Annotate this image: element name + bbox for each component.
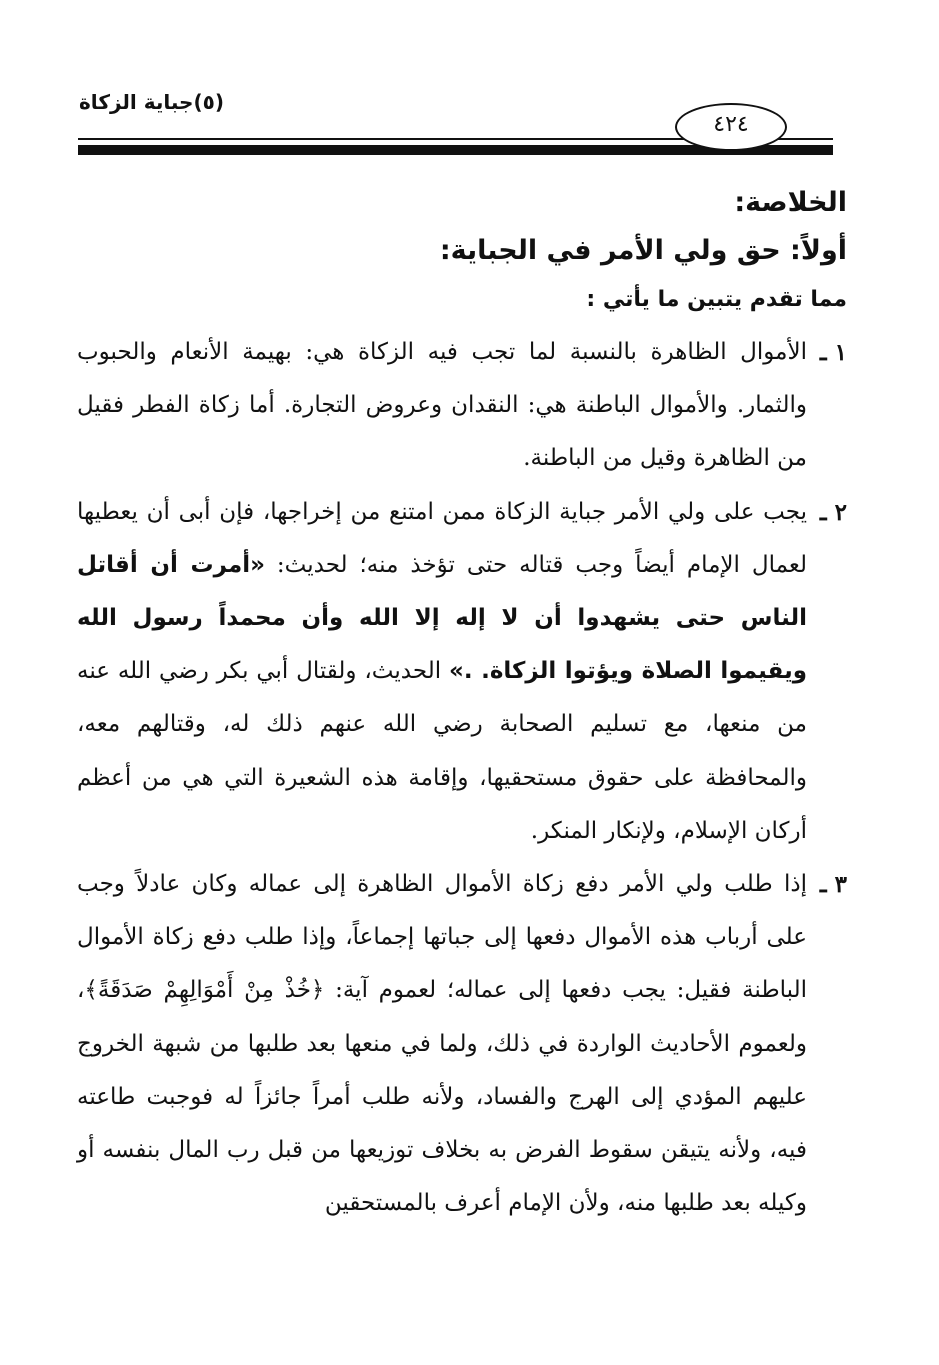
page-body xyxy=(77,180,847,1230)
page-number-badge: ٤٢٤ xyxy=(675,103,787,151)
list-item-text-part: يجب على ولي الأمر جباية الزكاة ممن امتنع من إخراجها، فإن أبى أن يعطيها لعمال الإمام أيضاً وجب قتاله حتى تؤخذ منه؛ لحديث: xyxy=(77,498,807,578)
list-item xyxy=(77,486,847,858)
list-item-number: ١ ـ xyxy=(819,339,847,366)
running-header-title: (٥)جباية الزكاة xyxy=(79,90,224,114)
list-item-text: الأموال الظاهرة بالنسبة لما تجب فيه الزكاة هي: بهيمة الأنعام والحبوب والثمار. والأموال الباطنة هي: النقدان وعروض التجارة. أما زكاة الفطر فقيل من الظاهرة وقيل من الباطنة. xyxy=(77,339,807,472)
list-item xyxy=(77,326,847,486)
list-item xyxy=(77,858,847,1230)
list-item-text: إذا طلب ولي الأمر دفع زكاة الأموال الظاهرة إلى عماله وكان عادلاً وجب على أرباب هذه الأموال دفعها إلى جباتها إجماعاً، وإذا طلب دفع زكاة الأموال الباطنة فقيل: يجب دفعها إلى عماله؛ لعموم آية: ﴿خُذْ مِنْ أَمْوَالِهِمْ صَدَقَةً﴾، ولعموم الأحاديث الواردة في ذلك، ولما في منعها بعد طلبها من شبهة الخروج عليهم المؤدي إلى الهرج والفساد، ولأنه طلب أمراً جائزاً له فوجبت طاعته فيه، ولأنه يتيقن سقوط الفرض به بخلاف توزيعها من قبل رب المال بنفسه أو وكيله بعد طلبها منه، ولأن الإمام أعرف بالمستحقين xyxy=(77,871,807,1217)
list-item-text xyxy=(77,486,807,858)
list-item-text-part: الحديث، ولقتال أبي بكر رضي الله عنه من منعها، مع تسليم الصحابة رضي الله عنهم ذلك له، وقتالهم معه، والمحافظة على حقوق مستحقيها، وإقامة هذه الشعيرة التي هي من أعظم أركان الإسلام، ولإنكار المنكر. xyxy=(77,658,807,844)
list-item-number: ٣ ـ xyxy=(819,871,847,899)
intro-line: مما تقدم يتبين ما يأتي : xyxy=(586,287,847,312)
hadith-quote: «أمرت أن أقاتل الناس حتى يشهدوا أن لا إله إلا الله وأن محمداً رسول الله ويقيموا الصلاة ويؤتوا الزكاة. .» xyxy=(77,551,807,685)
subsection-heading: أولاً: حق ولي الأمر في الجباية: xyxy=(439,235,847,266)
section-heading: الخلاصة: xyxy=(734,187,847,218)
list-item-number: ٢ ـ xyxy=(819,498,847,526)
